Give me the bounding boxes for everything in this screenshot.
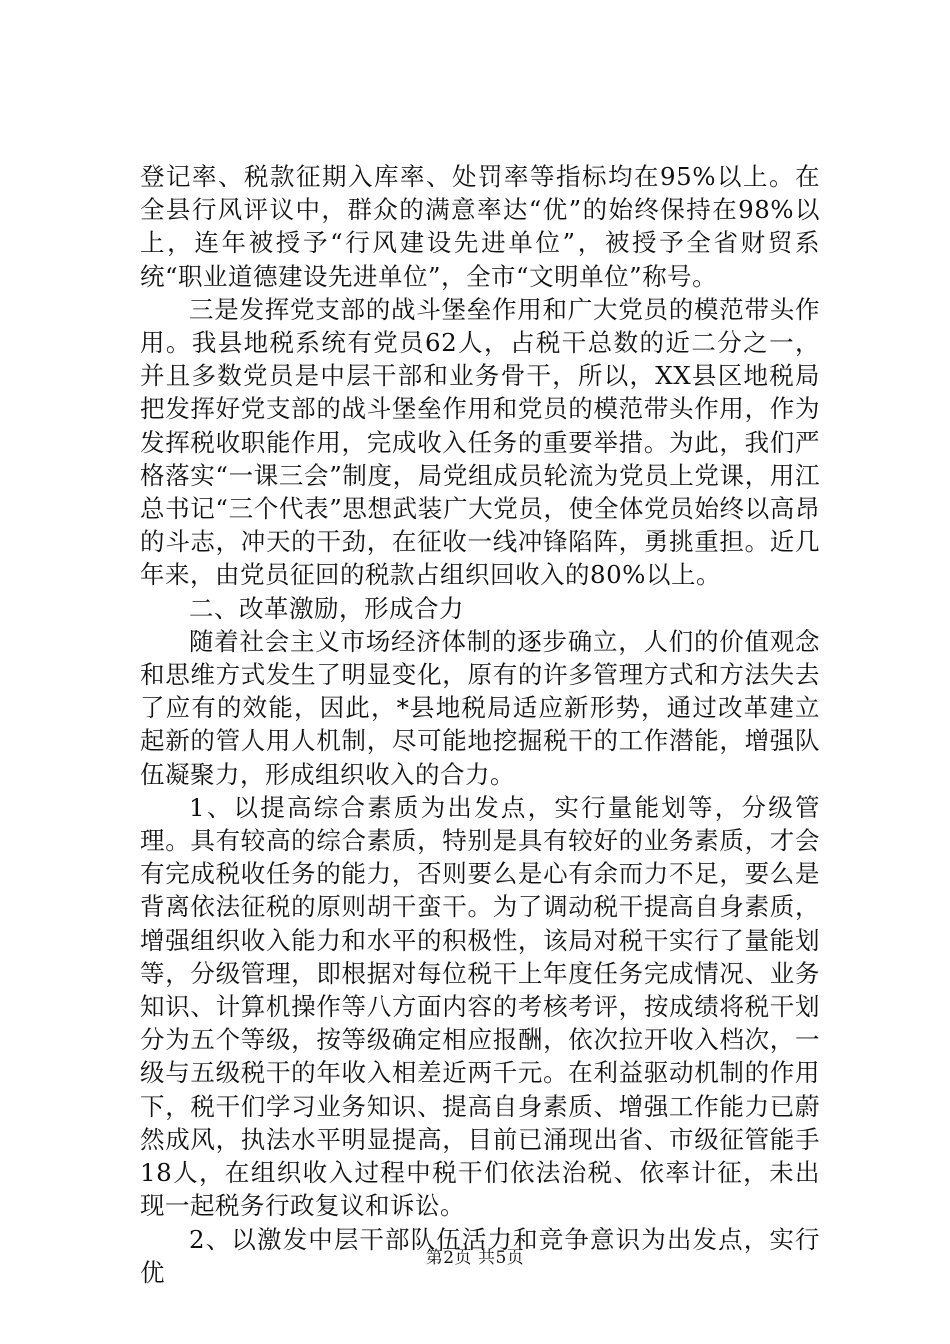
paragraph-2: 三是发挥党支部的战斗堡垒作用和广大党员的模范带头作用。我县地税系统有党员62人，占税干总数的近二分之一，并且多数党员是中层干部和业务骨干，所以，XX县区地税局把发挥好党支部的战斗堡垒作用和党员的模范带头作用，作为发挥税收职能作用，完成收入任务的重要举措。为此，我们严格落实“一课三会”制度，局党组成员轮流为党员上党课，用江总书记“三个代表”思想武装广大党员，使全体党员始终以高昂的斗志，冲天的干劲，在征收一线冲锋陷阵，勇挑重担。近几年来，由党员征回的税款占组织回收入的80%以上。 [140,294,820,590]
paragraph-4: 1、以提高综合素质为出发点，实行量能划等，分级管理。具有较高的综合素质，特别是具有较好的业务素质，才会有完成税收任务的能力，否则要么是心有余而力不足，要么是背离依法征税的原则胡干蛮干。为了调动税干提高自身素质，增强组织收入能力和水平的积极性，该局对税干实行了量能划等，分级管理，即根据对每位税干上年度任务完成情况、业务知识、计算机操作等八方面内容的考核考评，按成绩将税干划分为五个等级，按等级确定相应报酬，依次拉开收入档次，一级与五级税干的年收入相差近两千元。在利益驱动机制的作用下，税干们学习业务知识、提高自身素质、增强工作能力已蔚然成风，执法水平明显提高，目前已涌现出省、市级征管能手18人，在组织收入过程中税干们依法治税、依率计征，未出现一起税务行政复议和诉讼。 [140,792,820,1221]
section-heading: 二、改革激励，形成合力 [189,593,464,623]
document-body [140,160,820,1289]
paragraph-5: 2、以激发中层干部队伍活力和竞争意识为出发点，实行优 [140,1224,820,1287]
paragraph-3: 随着社会主义市场经济体制的逐步确立，人们的价值观念和思维方式发生了明显变化，原有的许多管理方式和方法失去了应有的效能，因此，*县地税局适应新形势，通过改革建立起新的管人用人机制，尽可能地挖掘税干的工作潜能，增强队伍凝聚力，形成组织收入的合力。 [140,626,820,789]
paragraph-1: 登记率、税款征期入库率、处罚率等指标均在95%以上。在全县行风评议中，群众的满意率达“优”的始终保持在98%以上，连年被授予“行风建设先进单位”，被授予全省财贸系统“职业道德建设先进单位”，全市“文明单位”称号。 [140,162,820,291]
page-number-footer: 第2页 共5页 [425,1248,525,1268]
